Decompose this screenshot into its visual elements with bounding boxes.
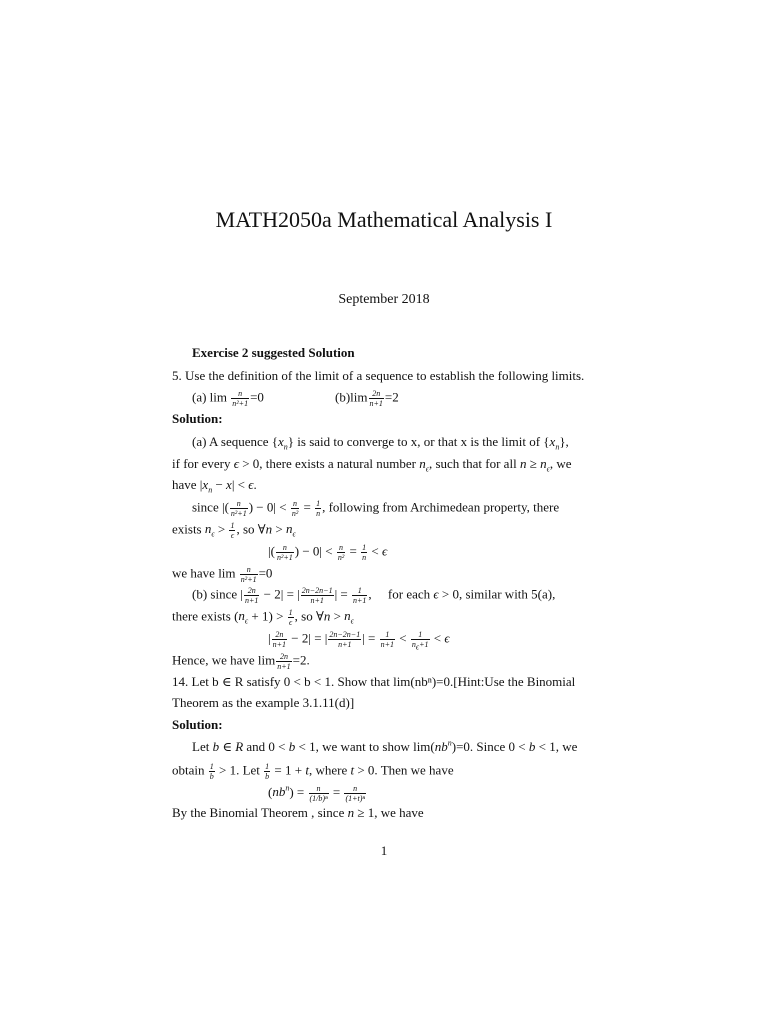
part-a-numerator: n	[231, 389, 249, 399]
equation: |( $\frac{n}{\text{n²+1}}$ ) − 0| < $\frac{n}{\text{n²}}$ = $\frac{1}{n}$ < ϵ	[268, 543, 388, 562]
solution-label-14: Solution:	[172, 717, 223, 732]
part-a-result: =0	[250, 389, 264, 405]
text-line: there exists $(n_\epsilon + 1)$ > $\frac{1}{\epsilon}$ , so ∀n > $n_\epsilon$	[172, 608, 354, 627]
equation: | $\frac{2n}{n+1}$ − 2| = | $\frac{2n-2n-1}{n+1}$ | = $\frac{1}{n+1}$ < $\frac{1}{n_\epsilon+1}$ < ϵ	[268, 630, 450, 652]
text-line: have $|x_n - x| < \epsilon$.	[172, 477, 257, 495]
text-line: (b) since | $\frac{2n}{n+1}$ − 2| = | $\frac{2n-2n-1}{n+1}$ | = $\frac{1}{n+1}$ , for each ϵ > 0, similar with 5(a),	[192, 586, 556, 605]
page-title: MATH2050a Mathematical Analysis I	[215, 207, 553, 232]
problem-5-part-b	[335, 389, 399, 408]
problem-5-part-a	[192, 389, 264, 408]
problem-5-statement: 5. Use the definition of the limit of a sequence to establish the following limits.	[172, 368, 585, 383]
text-line: exists $n_\epsilon$ > $\frac{1}{\epsilon}$ , so ∀n > $n_\epsilon$	[172, 521, 296, 540]
part-a-fraction	[231, 389, 249, 408]
text-line: obtain $\frac{1}{b}$ > 1. Let $\frac{1}{b}$ = 1 + t, where t > 0. Then we have	[172, 762, 454, 781]
part-b-numerator: 2n	[369, 389, 384, 399]
part-b-fraction	[369, 389, 384, 408]
text-line: Let b ∈ R and 0 < b < 1, we want to show $\lim(nb^n)=0$. Since 0 < b < 1, we	[192, 738, 578, 754]
page-number: 1	[380, 843, 388, 858]
solution-label-5: Solution:	[172, 411, 223, 426]
part-b-prefix: (b)lim	[335, 389, 368, 405]
document-date: September 2018	[338, 292, 430, 307]
text-line: By the Binomial Theorem , since n ≥ 1, we have	[172, 805, 424, 820]
part-a-prefix: (a) lim	[192, 389, 228, 405]
text-line: since |( $\frac{n}{\text{n²+1}}$ ) − 0| < $\frac{n}{\text{n²}}$ = $\frac{1}{n}$ , following from Archimedean property, there	[192, 499, 560, 518]
problem-14-statement-line1: 14. Let b ∈ R satisfy 0 < b < 1. Show that lim(nbⁿ)=0.[Hint:Use the Binomial	[172, 674, 576, 689]
exercise-heading: Exercise 2 suggested Solution	[192, 345, 355, 360]
equation: $(nb^n)$ = $\frac{n}{\text{(1/b)ⁿ}}$ = $\frac{n}{\text{(1+t)ⁿ}}$	[268, 784, 365, 803]
text-line: (a) A sequence $\{x_n\}$ is said to converge to x, or that x is the limit of $\{x_n\}$,	[192, 434, 569, 452]
text-line: Hence, we have lim $\frac{2n}{n+1}$ =2.	[172, 652, 310, 671]
text-line: we have lim $\frac{n}{\text{n²+1}}$ =0	[172, 565, 273, 584]
text-line: if for every ϵ > 0, there exists a natural number $n_\epsilon$, such that for all $n \ge n_\epsilon$, we	[172, 456, 572, 474]
problem-14-statement-line2: Theorem as the example 3.1.11(d)]	[172, 695, 355, 710]
part-b-denominator: n+1	[369, 399, 383, 408]
part-b-result: =2	[384, 389, 399, 405]
part-a-denominator: n²+1	[232, 399, 249, 408]
